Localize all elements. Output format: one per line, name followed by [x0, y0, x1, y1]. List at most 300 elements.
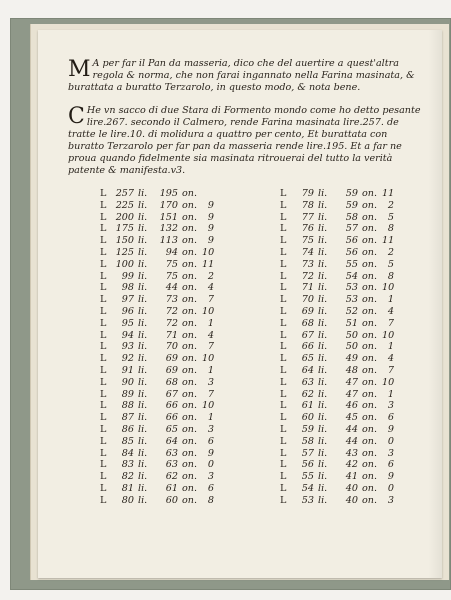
- unit-li: li.: [138, 235, 148, 247]
- unit-on: on.: [362, 341, 378, 353]
- value-lire: 113: [159, 235, 178, 247]
- unit-on: on.: [182, 223, 198, 235]
- unit-on: on.: [182, 459, 198, 471]
- libra-mark: L: [280, 199, 287, 211]
- unit-li: li.: [318, 305, 328, 317]
- weight-lire: 92: [121, 353, 134, 365]
- weight-lire: 78: [301, 199, 314, 211]
- table-row: [280, 495, 430, 507]
- unit-li: li.: [318, 317, 328, 329]
- unit-li: li.: [138, 435, 148, 447]
- libra-mark: L: [280, 246, 287, 258]
- value-lire: 151: [159, 211, 178, 223]
- libra-mark: L: [280, 211, 287, 223]
- unit-li: li.: [318, 388, 328, 400]
- value-lire: 72: [165, 305, 178, 317]
- libra-mark: L: [100, 188, 107, 199]
- table-row: [280, 389, 430, 401]
- value-lire: 69: [165, 353, 178, 365]
- weight-lire: 83: [121, 459, 134, 471]
- libra-mark: L: [100, 211, 107, 223]
- weight-lire: 100: [115, 258, 134, 270]
- value-once: 11: [382, 188, 395, 199]
- libra-mark: L: [100, 447, 107, 459]
- value-lire: 72: [165, 317, 178, 329]
- weight-lire: 58: [301, 435, 314, 447]
- value-lire: 57: [345, 223, 358, 235]
- value-once: 3: [387, 400, 394, 412]
- table-row: [280, 341, 430, 353]
- value-once: 6: [387, 412, 394, 424]
- weight-lire: 84: [121, 447, 134, 459]
- weight-lire: 70: [301, 294, 314, 306]
- value-once: 6: [207, 482, 214, 494]
- unit-li: li.: [138, 199, 148, 211]
- paragraph-text: He vn sacco di due Stara di Formento mondo come ho detto pesante lire.267. secondo il Calmero, rende Farina masinata lire.257. de tratte le lire.10. di molidura a quattro per cento, Et burattata con buratto Terzarolo per far pan da masseria rende lire.195. Et a far ne proua quando fidelmente sia masinata ritrouerai del tutto la verità patente & manifesta.v3.: [68, 105, 421, 176]
- unit-li: li.: [318, 199, 328, 211]
- weight-lire: 94: [121, 329, 134, 341]
- value-lire: 170: [159, 199, 178, 211]
- table-row: [280, 353, 430, 365]
- weight-lire: 90: [121, 376, 134, 388]
- value-once: 9: [207, 223, 214, 235]
- weight-lire: 63: [301, 376, 314, 388]
- libra-mark: L: [280, 223, 287, 235]
- libra-mark: L: [280, 459, 287, 471]
- weight-lire: 98: [121, 282, 134, 294]
- libra-mark: L: [280, 412, 287, 424]
- unit-on: on.: [182, 305, 198, 317]
- value-lire: 195: [159, 188, 178, 199]
- unit-on: on.: [182, 341, 198, 353]
- value-once: 1: [387, 388, 394, 400]
- value-lire: 40: [345, 494, 358, 506]
- value-lire: 73: [165, 294, 178, 306]
- weight-lire: 54: [301, 482, 314, 494]
- unit-li: li.: [138, 447, 148, 459]
- unit-on: on.: [182, 199, 198, 211]
- unit-on: on.: [362, 211, 378, 223]
- unit-li: li.: [138, 258, 148, 270]
- value-lire: 50: [345, 329, 358, 341]
- unit-li: li.: [318, 341, 328, 353]
- unit-li: li.: [138, 341, 148, 353]
- value-lire: 58: [345, 211, 358, 223]
- unit-li: li.: [318, 258, 328, 270]
- value-lire: 49: [345, 353, 358, 365]
- table-row: [280, 294, 430, 306]
- weight-lire: 60: [301, 412, 314, 424]
- value-once: 6: [207, 435, 214, 447]
- table-row: [280, 212, 430, 224]
- value-lire: 41: [345, 471, 358, 483]
- table-row: [100, 459, 250, 471]
- unit-li: li.: [138, 223, 148, 235]
- unit-on: on.: [182, 329, 198, 341]
- value-lire: 75: [165, 258, 178, 270]
- unit-on: on.: [182, 270, 198, 282]
- unit-on: on.: [362, 282, 378, 294]
- weight-lire: 88: [121, 400, 134, 412]
- value-lire: 51: [345, 317, 358, 329]
- value-lire: 59: [345, 199, 358, 211]
- unit-li: li.: [138, 400, 148, 412]
- libra-mark: L: [280, 364, 287, 376]
- libra-mark: L: [280, 376, 287, 388]
- unit-on: on.: [182, 423, 198, 435]
- value-once: 9: [207, 211, 214, 223]
- table-row: [100, 495, 250, 507]
- libra-mark: L: [280, 294, 287, 306]
- weight-lire: 56: [301, 459, 314, 471]
- table-row: [100, 483, 250, 495]
- unit-li: li.: [318, 329, 328, 341]
- weight-lire: 74: [301, 246, 314, 258]
- value-once: 10: [382, 329, 395, 341]
- table-row: [100, 247, 250, 259]
- value-once: 4: [387, 305, 394, 317]
- unit-li: li.: [138, 188, 148, 199]
- unit-li: li.: [138, 423, 148, 435]
- unit-li: li.: [318, 400, 328, 412]
- unit-li: li.: [318, 223, 328, 235]
- value-once: 1: [387, 341, 394, 353]
- libra-mark: L: [100, 235, 107, 247]
- table-row: [100, 377, 250, 389]
- unit-li: li.: [318, 435, 328, 447]
- unit-li: li.: [318, 423, 328, 435]
- libra-mark: L: [100, 329, 107, 341]
- value-once: 3: [207, 376, 214, 388]
- table-row: [100, 389, 250, 401]
- value-once: 4: [207, 282, 214, 294]
- table-row: [280, 412, 430, 424]
- value-once: 3: [207, 471, 214, 483]
- value-lire: 69: [165, 364, 178, 376]
- value-lire: 64: [165, 435, 178, 447]
- unit-on: on.: [362, 435, 378, 447]
- value-lire: 75: [165, 270, 178, 282]
- libra-mark: L: [280, 471, 287, 483]
- unit-on: on.: [182, 447, 198, 459]
- value-lire: 56: [345, 246, 358, 258]
- value-once: 9: [387, 423, 394, 435]
- value-once: 3: [207, 423, 214, 435]
- value-once: 1: [207, 317, 214, 329]
- libra-mark: L: [280, 329, 287, 341]
- unit-li: li.: [138, 317, 148, 329]
- value-lire: 63: [165, 447, 178, 459]
- table-row: [280, 235, 430, 247]
- unit-on: on.: [362, 494, 378, 506]
- unit-on: on.: [182, 482, 198, 494]
- value-once: 8: [387, 223, 394, 235]
- weight-lire: 69: [301, 305, 314, 317]
- libra-mark: L: [280, 353, 287, 365]
- libra-mark: L: [280, 258, 287, 270]
- value-lire: 62: [165, 471, 178, 483]
- weight-lire: 200: [115, 211, 134, 223]
- unit-on: on.: [362, 235, 378, 247]
- weight-lire: 150: [115, 235, 134, 247]
- libra-mark: L: [100, 388, 107, 400]
- value-lire: 61: [165, 482, 178, 494]
- libra-mark: L: [280, 388, 287, 400]
- libra-mark: L: [100, 294, 107, 306]
- libra-mark: L: [100, 459, 107, 471]
- weight-lire: 81: [121, 482, 134, 494]
- unit-on: on.: [182, 317, 198, 329]
- table-row: [280, 448, 430, 460]
- table-row: [280, 247, 430, 259]
- weight-lire: 66: [301, 341, 314, 353]
- libra-mark: L: [100, 282, 107, 294]
- table-row: [100, 318, 250, 330]
- value-once: 10: [382, 282, 395, 294]
- table-row: [100, 330, 250, 342]
- libra-mark: L: [100, 353, 107, 365]
- weight-lire: 96: [121, 305, 134, 317]
- libra-mark: L: [100, 223, 107, 235]
- unit-li: li.: [318, 494, 328, 506]
- unit-on: on.: [362, 188, 378, 199]
- table-row: [280, 330, 430, 342]
- unit-on: on.: [362, 199, 378, 211]
- unit-on: on.: [362, 471, 378, 483]
- unit-on: on.: [182, 435, 198, 447]
- unit-on: on.: [182, 211, 198, 223]
- unit-on: on.: [182, 188, 198, 199]
- value-once: 11: [202, 258, 215, 270]
- conversion-tables: [100, 188, 430, 507]
- weight-lire: 75: [301, 235, 314, 247]
- weight-lire: 53: [301, 494, 314, 506]
- value-once: [202, 188, 218, 200]
- unit-on: on.: [182, 353, 198, 365]
- unit-li: li.: [318, 459, 328, 471]
- value-lire: 65: [165, 423, 178, 435]
- weight-lire: 57: [301, 447, 314, 459]
- value-once: 5: [387, 211, 394, 223]
- value-once: 7: [387, 364, 394, 376]
- weight-lire: 175: [115, 223, 134, 235]
- value-lire: 132: [159, 223, 178, 235]
- value-once: 9: [207, 235, 214, 247]
- value-once: 7: [387, 317, 394, 329]
- value-once: 2: [387, 199, 394, 211]
- weight-lire: 65: [301, 353, 314, 365]
- unit-li: li.: [138, 412, 148, 424]
- libra-mark: L: [280, 494, 287, 506]
- value-once: 2: [387, 246, 394, 258]
- table-row: [280, 483, 430, 495]
- value-once: 0: [387, 435, 394, 447]
- weight-lire: 80: [121, 494, 134, 506]
- unit-on: on.: [362, 423, 378, 435]
- unit-on: on.: [362, 376, 378, 388]
- unit-li: li.: [318, 364, 328, 376]
- table-row: [100, 412, 250, 424]
- weight-lire: 82: [121, 471, 134, 483]
- value-once: 4: [207, 329, 214, 341]
- table-row: [100, 365, 250, 377]
- paragraph-intro: [68, 58, 424, 94]
- weight-lire: 79: [301, 188, 314, 199]
- libra-mark: L: [100, 494, 107, 506]
- value-lire: 67: [165, 388, 178, 400]
- value-lire: 55: [345, 258, 358, 270]
- weight-lire: 99: [121, 270, 134, 282]
- unit-on: on.: [182, 376, 198, 388]
- unit-li: li.: [318, 235, 328, 247]
- unit-on: on.: [182, 258, 198, 270]
- value-once: 1: [207, 364, 214, 376]
- unit-on: on.: [182, 471, 198, 483]
- unit-li: li.: [318, 270, 328, 282]
- unit-li: li.: [138, 270, 148, 282]
- libra-mark: L: [280, 447, 287, 459]
- libra-mark: L: [280, 423, 287, 435]
- unit-li: li.: [138, 388, 148, 400]
- table-row: [280, 200, 430, 212]
- libra-mark: L: [280, 282, 287, 294]
- unit-li: li.: [318, 188, 328, 199]
- table-row: [100, 424, 250, 436]
- value-lire: 47: [345, 388, 358, 400]
- value-lire: 71: [165, 329, 178, 341]
- weight-lire: 225: [115, 199, 134, 211]
- libra-mark: L: [100, 199, 107, 211]
- table-row: [100, 271, 250, 283]
- libra-mark: L: [280, 235, 287, 247]
- unit-on: on.: [362, 353, 378, 365]
- unit-li: li.: [318, 447, 328, 459]
- value-once: 10: [202, 353, 215, 365]
- unit-li: li.: [318, 376, 328, 388]
- libra-mark: L: [100, 376, 107, 388]
- weight-lire: 86: [121, 423, 134, 435]
- unit-li: li.: [318, 482, 328, 494]
- table-row: [280, 424, 430, 436]
- value-lire: 60: [165, 494, 178, 506]
- table-row: [100, 341, 250, 353]
- table-row: [280, 471, 430, 483]
- unit-li: li.: [318, 211, 328, 223]
- value-lire: 66: [165, 400, 178, 412]
- unit-li: li.: [138, 329, 148, 341]
- value-once: 10: [202, 400, 215, 412]
- weight-lire: 85: [121, 435, 134, 447]
- paragraph-text: A per far il Pan da masseria, dico che del auertire a quest'altra regola & norma, che non farai ingannato nella Farina masinata, & burattata a buratto Terzarolo, in questo modo, & nota bene.: [68, 58, 415, 93]
- unit-on: on.: [182, 282, 198, 294]
- value-lire: 66: [165, 412, 178, 424]
- value-lire: 53: [345, 294, 358, 306]
- unit-on: on.: [362, 412, 378, 424]
- weight-lire: 76: [301, 223, 314, 235]
- value-once: 3: [387, 494, 394, 506]
- unit-li: li.: [318, 471, 328, 483]
- value-lire: 40: [345, 482, 358, 494]
- weight-lire: 97: [121, 294, 134, 306]
- table-row: [100, 212, 250, 224]
- value-lire: 46: [345, 400, 358, 412]
- table-row: [280, 459, 430, 471]
- libra-mark: L: [280, 317, 287, 329]
- value-once: 7: [207, 388, 214, 400]
- table-row: [100, 471, 250, 483]
- unit-on: on.: [362, 364, 378, 376]
- libra-mark: L: [280, 305, 287, 317]
- unit-on: on.: [362, 294, 378, 306]
- libra-mark: L: [100, 270, 107, 282]
- unit-li: li.: [318, 353, 328, 365]
- libra-mark: L: [280, 188, 287, 199]
- libra-mark: L: [100, 341, 107, 353]
- unit-on: on.: [182, 364, 198, 376]
- weight-lire: 61: [301, 400, 314, 412]
- table-row: [280, 271, 430, 283]
- value-lire: 50: [345, 341, 358, 353]
- value-once: 7: [207, 294, 214, 306]
- table-right: [280, 188, 430, 507]
- table-row: [100, 436, 250, 448]
- unit-li: li.: [138, 211, 148, 223]
- unit-on: on.: [362, 447, 378, 459]
- libra-mark: L: [100, 364, 107, 376]
- table-row: [280, 318, 430, 330]
- value-once: 11: [382, 235, 395, 247]
- value-once: 9: [387, 471, 394, 483]
- libra-mark: L: [280, 341, 287, 353]
- libra-mark: L: [100, 471, 107, 483]
- unit-li: li.: [138, 294, 148, 306]
- unit-li: li.: [138, 376, 148, 388]
- unit-on: on.: [362, 317, 378, 329]
- unit-li: li.: [138, 482, 148, 494]
- value-once: 8: [207, 494, 214, 506]
- value-lire: 42: [345, 459, 358, 471]
- weight-lire: 73: [301, 258, 314, 270]
- table-row: [280, 436, 430, 448]
- table-row: [100, 306, 250, 318]
- drop-cap: C: [68, 104, 85, 129]
- weight-lire: 62: [301, 388, 314, 400]
- table-row: [100, 259, 250, 271]
- value-once: 9: [207, 447, 214, 459]
- unit-on: on.: [182, 235, 198, 247]
- value-lire: 45: [345, 412, 358, 424]
- weight-lire: 55: [301, 471, 314, 483]
- value-lire: 48: [345, 364, 358, 376]
- table-row: [100, 400, 250, 412]
- unit-on: on.: [362, 270, 378, 282]
- value-lire: 70: [165, 341, 178, 353]
- value-lire: 68: [165, 376, 178, 388]
- libra-mark: L: [280, 270, 287, 282]
- unit-on: on.: [182, 246, 198, 258]
- value-once: 3: [387, 447, 394, 459]
- value-lire: 44: [345, 423, 358, 435]
- weight-lire: 91: [121, 364, 134, 376]
- value-once: 0: [207, 459, 214, 471]
- unit-li: li.: [138, 364, 148, 376]
- unit-on: on.: [182, 494, 198, 506]
- unit-on: on.: [362, 246, 378, 258]
- libra-mark: L: [100, 482, 107, 494]
- libra-mark: L: [100, 317, 107, 329]
- weight-lire: 72: [301, 270, 314, 282]
- value-once: 8: [387, 270, 394, 282]
